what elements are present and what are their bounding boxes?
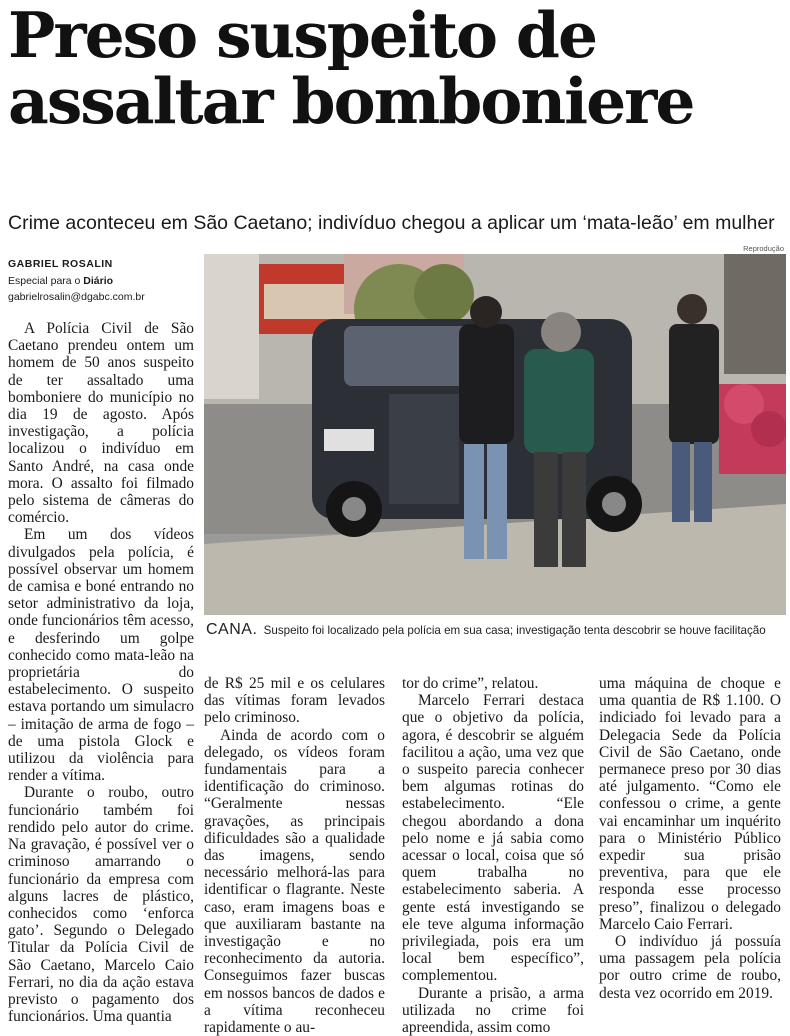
paragraph: O indivíduo já possuía uma passagem pela polícia por outro crime de roubo, desta vez ocorrido em 2019.: [599, 933, 781, 1002]
author-role-prefix: Especial para o: [8, 275, 84, 287]
paragraph: uma máquina de choque e uma quantia de R$ 1.100. O indiciado foi levado para a Delegacia Sede da Polícia Civil de São Caetano, onde permanece preso por 30 dias até julgamento. “Como ele confessou o crime, a gente vai encaminhar um inquérito para o Ministério Público expedir sua prisão preventiva, para que ele responda esse processo preso”, finalizou o delegado Marcelo Caio Ferrari.: [599, 675, 781, 933]
author-name: GABRIEL ROSALIN: [8, 258, 113, 270]
article-photo: [204, 254, 786, 615]
photo-illustration: [204, 254, 786, 615]
headline-line-2: assaltar bomboniere: [8, 64, 694, 138]
photo-credit: Reprodução: [743, 244, 784, 253]
subtitle: Crime aconteceu em São Caetano; indivíduo chegou a aplicar um ‘mata-leão’ em mulher: [8, 212, 775, 234]
body-column-3: [402, 675, 584, 1036]
body-column-2: [204, 675, 385, 1036]
author-email: gabrielrosalin@dgabc.com.br: [8, 291, 145, 303]
headline-line-1: Preso suspeito de: [8, 0, 597, 72]
byline: [8, 258, 198, 303]
headline: [8, 0, 788, 138]
paragraph: tor do crime”, relatou.: [402, 675, 539, 692]
caption-text: Suspeito foi localizado pela polícia em sua casa; investigação tenta descobrir se houve facilitação: [263, 624, 766, 637]
photo-caption: [206, 621, 790, 639]
caption-tag: CANA.: [206, 621, 258, 638]
body-column-4: [599, 675, 781, 1002]
paragraph: Durante o roubo, outro funcionário também foi rendido pelo autor do crime. Na gravação, é possível ver o criminoso amarrando o funcionário da empresa com alguns lacres de plástico, conhecidos como ‘enforca gato’. Segundo o Delegado Titular da Polícia Civil de São Caetano, Marcelo Caio Ferrari, no dia da ação estava previsto o pagamento dos funcionários. Uma quantia: [8, 784, 194, 1026]
paragraph: Ainda de acordo com o delegado, os vídeos foram fundamentais para a identificação do criminoso. “Geralmente nessas gravações, as principais dificuldades são a qualidade das imagens, sendo necessário melhorá-las para identificar o flagrante. Neste caso, eram imagens boas e que auxiliaram bastante na investigação e no reconhecimento da autoria. Conseguimos fazer buscas em nossos bancos de dados e a vítima reconheceu rapidamente o au-: [204, 726, 385, 1036]
paragraph: Em um dos vídeos divulgados pela polícia, é possível observar um homem de camisa e boné entrando no setor administrativo da loja, onde funcionários têm acesso, e desferindo um golpe conhecido como mata-leão na proprietária do estabelecimento. O suspeito estava portando um simulacro – imitação de arma de fogo – de uma pistola Glock e utilizou da violência para render a vítima.: [8, 526, 194, 785]
author-role: [8, 275, 198, 287]
outlet-name: Diário: [83, 275, 114, 287]
body-column-1: [8, 320, 194, 1025]
paragraph: de R$ 25 mil e os celulares das vítimas foram levados pelo criminoso.: [204, 675, 385, 727]
paragraph: Durante a prisão, a arma utilizada no crime foi apreendida, assim como: [402, 984, 584, 1036]
paragraph: Marcelo Ferrari destaca que o objetivo da polícia, agora, é descobrir se alguém facilitou a ação, uma vez que o suspeito parecia conhecer bem algumas rotinas do estabelecimento. “Ele chegou abordando a dona pelo nome e já sabia como acessar o local, coisa que só quem trabalha no estabelecimento saberia. A gente está investigando se ele teve alguma informação privilegiada, pois era um local bem específico”, complementou.: [402, 692, 584, 985]
paragraph: A Polícia Civil de São Caetano prendeu ontem um homem de 50 anos suspeito de ter assaltado uma bomboniere do município no dia 19 de agosto. Após investigação, a polícia localizou o indivíduo em Santo André, na casa onde mora. O assalto foi filmado pelo sistema de câmeras do comércio.: [8, 320, 194, 527]
